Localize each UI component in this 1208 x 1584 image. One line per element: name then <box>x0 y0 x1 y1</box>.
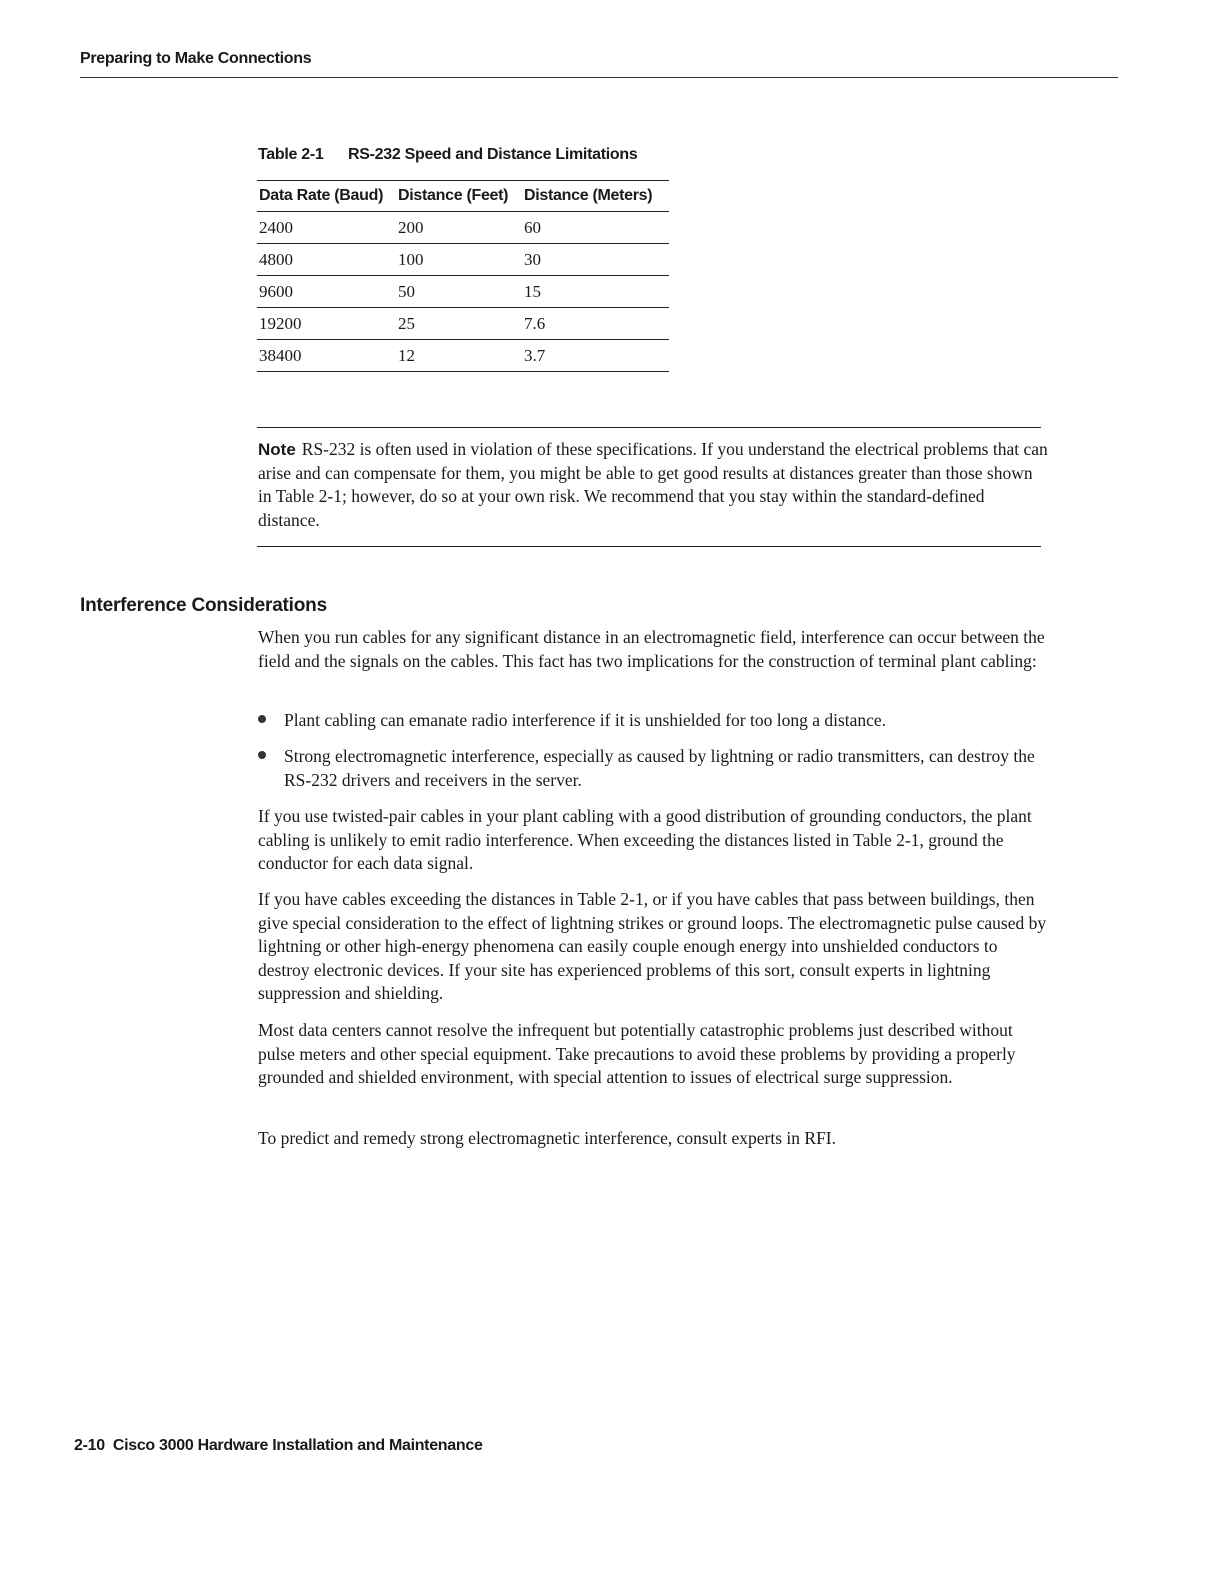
note-bottom-rule <box>257 546 1041 547</box>
page-footer <box>74 1437 483 1455</box>
cell-data-rate: 4800 <box>257 244 396 276</box>
table-row <box>257 212 669 244</box>
body-paragraph: If you use twisted-pair cables in your plant cabling with a good distribution of grounding conductors, the plant cabling is unlikely to emit radio interference. When exceeding the distances listed in Table 2-1, ground the conductor for each data signal. <box>258 806 1032 874</box>
bullet-icon <box>258 715 266 723</box>
list-item <box>258 709 1048 733</box>
cell-distance-feet: 12 <box>396 340 522 372</box>
table-header-row <box>257 181 669 212</box>
note-text: RS-232 is often used in violation of these specifications. If you understand the electrical problems that can arise and can compensate for them, you might be able to get good results at distances greater than those shown in Table 2-1; however, do so at your own risk. We recommend that you stay within the standard-defined distance. <box>258 439 1048 530</box>
body-paragraph: Most data centers cannot resolve the infrequent but potentially catastrophic problems just described without pulse meters and other special equipment. Take precautions to avoid these problems by providing a properly grounded and shielded environment, with special attention to issues of electrical surge suppression. <box>258 1020 1016 1088</box>
body-paragraph: If you have cables exceeding the distances in Table 2-1, or if you have cables that pass between buildings, then give special consideration to the effect of lightning strikes or ground loops. The electromagnetic pulse caused by lightning or other high-energy phenomena can easily couple enough energy into unshielded conductors to destroy electronic devices. If your site has experienced problems of this sort, consult experts in lightning suppression and shielding. <box>258 889 1047 1004</box>
table-row <box>257 276 669 308</box>
intro-paragraph: When you run cables for any significant distance in an electromagnetic field, interference can occur between the field and the signals on the cables. This fact has two implications for the construction of terminal plant cabling: <box>258 627 1045 671</box>
book-title: Cisco 3000 Hardware Installation and Maintenance <box>112 1437 483 1454</box>
cell-distance-meters: 15 <box>522 276 669 308</box>
bullet-text: Strong electromagnetic interference, especially as caused by lightning or radio transmitters, can destroy the RS-232 drivers and receivers in the server. <box>284 746 1035 790</box>
cell-data-rate: 38400 <box>257 340 396 372</box>
section-heading: Interference Considerations <box>80 595 327 616</box>
table-row <box>257 340 669 372</box>
note-top-rule <box>257 427 1041 428</box>
table-number: Table 2-1 <box>258 146 324 163</box>
bullet-icon <box>258 751 266 759</box>
table-row <box>257 308 669 340</box>
page-number: 2-10 <box>74 1437 105 1454</box>
table-row <box>257 244 669 276</box>
table-caption <box>258 146 637 164</box>
note-block <box>258 438 1048 532</box>
running-header: Preparing to Make Connections <box>80 50 312 67</box>
cell-distance-meters: 30 <box>522 244 669 276</box>
list-item <box>258 745 1048 792</box>
cell-data-rate: 19200 <box>257 308 396 340</box>
cell-distance-meters: 3.7 <box>522 340 669 372</box>
column-header-distance-meters: Distance (Meters) <box>522 181 669 212</box>
column-header-distance-feet: Distance (Feet) <box>396 181 522 212</box>
speed-distance-table <box>257 180 669 372</box>
cell-distance-meters: 60 <box>522 212 669 244</box>
note-label: Note <box>258 440 296 459</box>
bullet-text: Plant cabling can emanate radio interference if it is unshielded for too long a distance. <box>284 710 887 730</box>
cell-distance-feet: 50 <box>396 276 522 308</box>
cell-distance-feet: 25 <box>396 308 522 340</box>
header-rule <box>80 77 1118 78</box>
cell-distance-feet: 100 <box>396 244 522 276</box>
body-paragraph: To predict and remedy strong electromagnetic interference, consult experts in RFI. <box>258 1128 837 1148</box>
cell-distance-meters: 7.6 <box>522 308 669 340</box>
cell-distance-feet: 200 <box>396 212 522 244</box>
cell-data-rate: 2400 <box>257 212 396 244</box>
column-header-data-rate: Data Rate (Baud) <box>257 181 396 212</box>
table-title: RS-232 Speed and Distance Limitations <box>348 146 638 163</box>
cell-data-rate: 9600 <box>257 276 396 308</box>
